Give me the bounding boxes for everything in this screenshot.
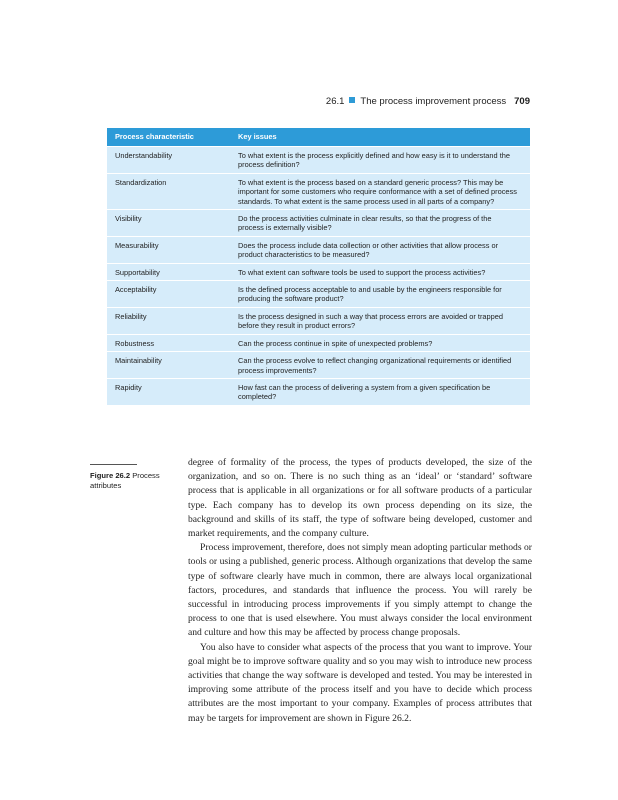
table-row [107,263,530,280]
square-bullet-icon [349,97,355,103]
table-row [107,236,530,263]
row-characteristic: Supportability [115,267,160,277]
row-characteristic: Acceptability [115,285,157,295]
paragraph: degree of formality of the process, the types of products developed, the size of the organization, and so on. There is no such thing as an ‘ideal’ or ‘standard’ software process that is applicable in all organizations or for all software products of a particular type. Each company has to develop its own process depending on its size, the background and skills of its staff, the type of software being developed, customer and market requirements, and the company culture. [188,457,532,540]
running-header [90,96,530,107]
row-key-issue: To what extent is the process explicitly defined and how easy is it to understand the process definition? [238,151,510,170]
table-row [107,334,530,351]
paragraph: Process improvement, therefore, does not simply mean adopting particular methods or tools or using a published, generic process. Although organizations that develop the same type of software clearly have much in common, there are always local organizational factors, procedures, and standards that influence the process. You will rarely be successful in introducing process improvements if you simply attempt to change the process to one that is used elsewhere. You must always consider the local environment and culture and how this may be affected by process change proposals. [188,542,532,639]
column-header-characteristic: Process characteristic [115,132,194,142]
table-row [107,173,530,209]
row-key-issue: Do the process activities culminate in clear results, so that the progress of the process is externally visible? [238,214,492,233]
caption-rule [90,464,137,465]
row-key-issue: How fast can the process of delivering a system from a given specification be completed? [238,382,491,402]
row-key-issue: To what extent can software tools be used to support the process activities? [238,267,486,277]
row-characteristic: Rapidity [115,382,142,392]
page-number: 709 [514,96,530,107]
row-characteristic: Measurability [115,240,159,250]
table-row [107,209,530,236]
table-row [107,351,530,378]
column-header-key-issues: Key issues [238,132,277,142]
section-number: 26.1 [325,96,345,107]
row-characteristic: Visibility [115,214,142,224]
row-key-issue: Is the process designed in such a way that process errors are avoided or trapped before they result in product errors? [238,311,503,331]
table-row [107,280,530,307]
figure-caption [90,464,176,490]
row-key-issue: Can the process continue in spite of unexpected problems? [238,338,433,348]
body-text [188,456,532,726]
table-header-row [107,128,530,146]
section-title: The process improvement process [360,96,507,107]
table-row [107,307,530,334]
table-row [107,378,530,405]
row-key-issue: Can the process evolve to reflect changing organizational requirements or identified process improvements? [238,356,512,375]
row-key-issue: Does the process include data collection or other activities that allow process or product characteristics to be measured? [238,240,499,260]
figure-caption-text: Process attributes [90,471,160,490]
table-row [107,146,530,173]
paragraph: You also have to consider what aspects of the process that you want to improve. Your goal might be to improve software quality and so you may wish to introduce new process activities that change the way software is developed and tested. You may be interested in improving some attribute of the process itself and you have to decide which process attributes are the most important to your company. Examples of process attributes that may be targets for improvement are shown in Figure 26.2. [188,641,532,724]
figure-label: Figure 26.2 [90,471,131,480]
row-characteristic: Reliability [115,311,147,321]
row-key-issue: Is the defined process acceptable to and usable by the engineers responsible for producing the software product? [238,285,502,304]
process-attributes-table [107,128,530,405]
row-key-issue: To what extent is the process based on a standard generic process? This may be important for some customers who require conformance with a set of defined process standards. To what extent is the same process used in all parts of a company? [238,177,517,206]
row-characteristic: Robustness [115,338,155,348]
row-characteristic: Understandability [115,151,173,160]
row-characteristic: Standardization [115,177,167,187]
row-characteristic: Maintainability [115,356,162,366]
